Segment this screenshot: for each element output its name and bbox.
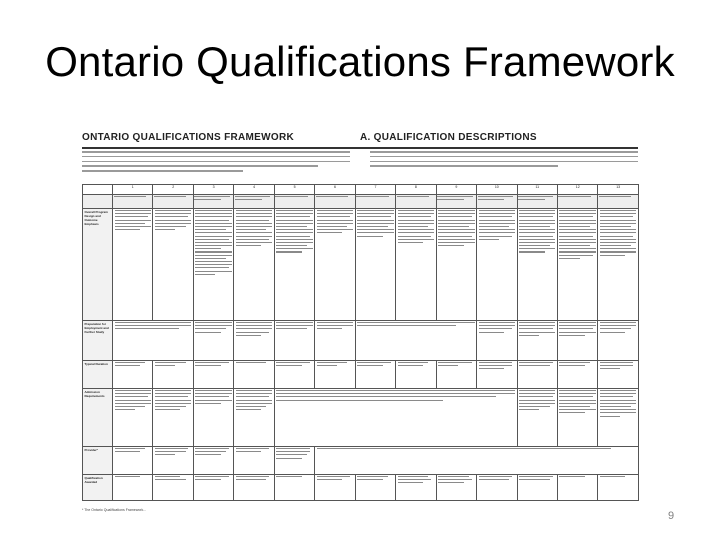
qualification-name-row: [83, 195, 639, 209]
table-cell: [193, 475, 233, 501]
table-cell: [113, 447, 153, 475]
column-number: 12: [557, 185, 597, 195]
column-number-row: [83, 185, 639, 195]
column-number: 11: [517, 185, 557, 195]
table-cell: [517, 475, 557, 501]
table-cell: [315, 475, 355, 501]
qualification-name-cell: [113, 195, 153, 209]
qualification-name-cell: [274, 195, 314, 209]
column-number: 9: [436, 185, 476, 195]
table-row: [83, 361, 639, 389]
table-cell: [153, 389, 193, 447]
table-cell: [557, 361, 597, 389]
qualification-name-cell: [193, 195, 233, 209]
qualification-name-cell: [436, 195, 476, 209]
intro-text-right: [370, 151, 638, 181]
table-cell: [234, 475, 274, 501]
qualification-name-cell: [598, 195, 638, 209]
qualification-name-cell: [557, 195, 597, 209]
table-cell: [234, 447, 274, 475]
table-cell: [153, 209, 193, 321]
corner-label-cell: [83, 195, 113, 209]
table-cell: [274, 389, 517, 447]
table-cell: [396, 209, 436, 321]
table-cell: [598, 209, 638, 321]
column-number: 1: [113, 185, 153, 195]
table-cell: [396, 361, 436, 389]
row-header: Provider*: [83, 447, 113, 475]
table-cell: [315, 321, 355, 361]
table-cell: [517, 321, 557, 361]
qualification-name-cell: [234, 195, 274, 209]
framework-document: [72, 122, 648, 524]
table-cell: [193, 447, 233, 475]
header-rule: [82, 147, 638, 149]
table-cell: [234, 209, 274, 321]
column-number: 13: [598, 185, 638, 195]
qualification-name-cell: [396, 195, 436, 209]
intro-text-left: [82, 151, 350, 181]
table-cell: [355, 475, 395, 501]
table-cell: [557, 389, 597, 447]
table-cell: [234, 389, 274, 447]
table-cell: [274, 209, 314, 321]
table-cell: [113, 321, 194, 361]
document-footnote: * The Ontario Qualifications Framework...: [82, 508, 147, 512]
table-cell: [598, 321, 638, 361]
table-cell: [234, 361, 274, 389]
document-heading-right: A. QUALIFICATION DESCRIPTIONS: [360, 132, 537, 143]
table-cell: [396, 475, 436, 501]
table-row: [83, 447, 639, 475]
table-cell: [113, 475, 153, 501]
table-cell: [274, 447, 314, 475]
corner-cell: [83, 185, 113, 195]
column-number: 5: [274, 185, 314, 195]
column-number: 8: [396, 185, 436, 195]
table-cell: [557, 209, 597, 321]
slide-title: Ontario Qualifications Framework: [45, 38, 675, 85]
row-header: Admission Requirements: [83, 389, 113, 447]
table-cell: [355, 209, 395, 321]
table-cell: [477, 361, 517, 389]
table-cell: [477, 321, 517, 361]
table-cell: [315, 209, 355, 321]
row-header: Preparation for Employment and Further Study: [83, 321, 113, 361]
table-cell: [477, 475, 517, 501]
table-cell: [234, 321, 274, 361]
table-cell: [113, 361, 153, 389]
qualification-name-cell: [153, 195, 193, 209]
table-cell: [193, 389, 233, 447]
table-row: [83, 389, 639, 447]
table-cell: [355, 321, 476, 361]
document-heading-left: ONTARIO QUALIFICATIONS FRAMEWORK: [82, 132, 294, 143]
column-number: 3: [193, 185, 233, 195]
table-row: [83, 475, 639, 501]
qualification-name-cell: [517, 195, 557, 209]
table-cell: [598, 475, 638, 501]
table-cell: [436, 361, 476, 389]
table-cell: [274, 475, 314, 501]
table-cell: [315, 447, 639, 475]
table-cell: [193, 361, 233, 389]
table-cell: [153, 447, 193, 475]
column-number: 6: [315, 185, 355, 195]
table-cell: [436, 475, 476, 501]
column-number: 2: [153, 185, 193, 195]
table-cell: [153, 361, 193, 389]
table-cell: [517, 389, 557, 447]
row-header: Overall Program Design and Outcome Emphasis: [83, 209, 113, 321]
table-cell: [517, 361, 557, 389]
page-number: 9: [668, 510, 675, 522]
qualification-name-cell: [315, 195, 355, 209]
table-cell: [193, 209, 233, 321]
table-cell: [274, 361, 314, 389]
row-header: Qualification Awarded: [83, 475, 113, 501]
table-cell: [517, 209, 557, 321]
qualifications-table: [82, 184, 639, 501]
table-row: [83, 209, 639, 321]
table-cell: [477, 209, 517, 321]
table-cell: [315, 361, 355, 389]
table-cell: [113, 389, 153, 447]
table-cell: [153, 475, 193, 501]
column-number: 4: [234, 185, 274, 195]
table-cell: [193, 321, 233, 361]
table-cell: [598, 389, 638, 447]
table-cell: [355, 361, 395, 389]
column-number: 7: [355, 185, 395, 195]
table-cell: [113, 209, 153, 321]
table-cell: [598, 361, 638, 389]
table-cell: [557, 475, 597, 501]
document-header: [82, 132, 638, 146]
row-header: Typical Duration: [83, 361, 113, 389]
table-cell: [436, 209, 476, 321]
table-row: [83, 321, 639, 361]
table-cell: [274, 321, 314, 361]
qualification-name-cell: [355, 195, 395, 209]
column-number: 10: [477, 185, 517, 195]
qualification-name-cell: [477, 195, 517, 209]
table-cell: [557, 321, 597, 361]
